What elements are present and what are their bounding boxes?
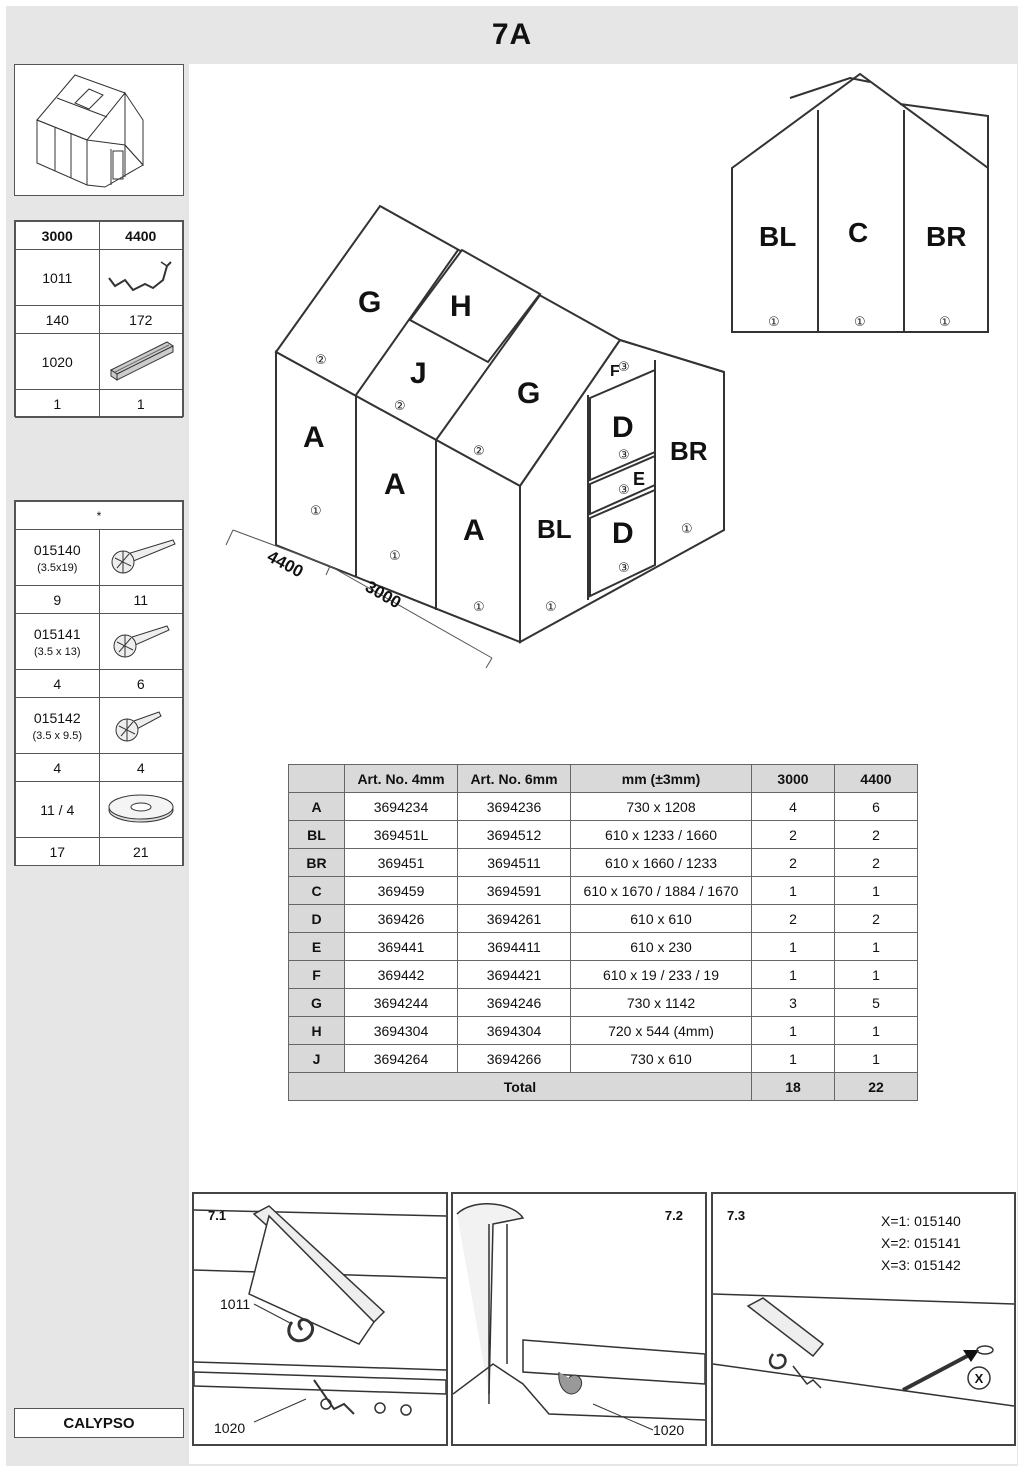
cell-q4400: 1 [835, 877, 918, 905]
product-name: CALYPSO [14, 1408, 184, 1438]
cell-art6: 3694246 [458, 989, 571, 1017]
greenhouse-thumbnail-icon [15, 65, 183, 195]
screw-015140-count-4400: 11 [99, 586, 183, 614]
panel-label-a1: A [303, 421, 325, 454]
cell-art6: 3694266 [458, 1045, 571, 1073]
washer-icon [99, 782, 183, 838]
cell-q3000: 1 [752, 1017, 835, 1045]
panel-label-d2: D [612, 517, 634, 550]
cell-q4400: 1 [835, 1045, 918, 1073]
detail-7-2-illustration [453, 1194, 705, 1444]
row-label: E [289, 933, 345, 961]
screws-table [14, 500, 184, 866]
detail-7-1-title: 7.1 [208, 1208, 227, 1223]
legend-line-3: X=3: 015142 [881, 1257, 961, 1273]
circle-marker: ③ [618, 360, 630, 375]
panel-label-h: H [450, 290, 472, 323]
profiles-table [14, 220, 184, 417]
circle-marker: ① [545, 600, 557, 615]
cell-art4: 369451 [345, 849, 458, 877]
detail-7-1-label-1011: 1011 [220, 1296, 251, 1312]
cell-q3000: 2 [752, 821, 835, 849]
detail-7-1-illustration [194, 1194, 446, 1444]
table-row [289, 961, 918, 989]
parts-header-3000: 3000 [752, 765, 835, 793]
screw-015141-code: 015141 [33, 625, 81, 642]
dimension-4400: 4400 [264, 546, 307, 582]
parts-header-art6: Art. No. 6mm [458, 765, 571, 793]
rail-count-3000: 1 [16, 390, 100, 418]
rail-1020-icon [99, 334, 183, 390]
screw-015141-size: (3.5 x 13) [34, 645, 81, 658]
panel-label-g2: G [517, 377, 541, 410]
total-q3000: 18 [752, 1073, 835, 1101]
panel-label-f: F [610, 363, 620, 380]
cell-art6: 3694421 [458, 961, 571, 989]
row-label: A [289, 793, 345, 821]
screw-015140-code: 015140 [33, 541, 81, 558]
cell-art6: 3694591 [458, 877, 571, 905]
cell-q3000: 1 [752, 933, 835, 961]
screw-015140-count-3000: 9 [16, 586, 100, 614]
clip-count-4400: 172 [99, 306, 183, 334]
total-row [289, 1073, 918, 1101]
screw-015141-count-3000: 4 [16, 670, 100, 698]
rail-count-4400: 1 [99, 390, 183, 418]
panel-label-d1: D [612, 411, 634, 444]
cell-mm: 610 x 230 [571, 933, 752, 961]
gable-label-bl: BL [759, 221, 797, 252]
table-row [289, 1045, 918, 1073]
parts-header-4400: 4400 [835, 765, 918, 793]
cell-q3000: 4 [752, 793, 835, 821]
circle-marker: ① [854, 315, 866, 330]
cell-q3000: 1 [752, 961, 835, 989]
greenhouse-thumbnail [14, 64, 184, 196]
clip-1011-label: 1011 [16, 250, 100, 306]
legend-line-2: X=2: 015141 [881, 1235, 961, 1251]
screw-015140-label [16, 530, 100, 586]
screw-015142-code: 015142 [33, 709, 81, 726]
panel-label-br: BR [670, 436, 708, 466]
page-title: 7A [491, 18, 533, 51]
screw-015140-size: (3.5x19) [37, 561, 78, 574]
panel-label-g1: G [358, 286, 382, 319]
row-label: G [289, 989, 345, 1017]
rail-1020-label: 1020 [16, 334, 100, 390]
screw-long-icon [99, 530, 183, 586]
cell-mm: 610 x 610 [571, 905, 752, 933]
cell-art4: 369451L [345, 821, 458, 849]
screw-medium-icon [99, 614, 183, 670]
detail-7-1 [192, 1192, 448, 1446]
parts-table [288, 764, 918, 1101]
cell-art4: 369442 [345, 961, 458, 989]
cell-mm: 610 x 1233 / 1660 [571, 821, 752, 849]
detail-7-3 [711, 1192, 1016, 1446]
table-row [289, 849, 918, 877]
circle-marker: ① [473, 600, 485, 615]
col-header-3000: 3000 [16, 222, 100, 250]
screw-short-icon [99, 698, 183, 754]
table-row [289, 989, 918, 1017]
detail-7-2-label-1020: 1020 [653, 1422, 685, 1438]
cell-mm: 720 x 544 (4mm) [571, 1017, 752, 1045]
cell-art6: 3694236 [458, 793, 571, 821]
cell-q4400: 2 [835, 849, 918, 877]
panel-label-j: J [410, 357, 427, 390]
table-row [289, 821, 918, 849]
cell-mm: 730 x 610 [571, 1045, 752, 1073]
row-label: D [289, 905, 345, 933]
circle-marker: ③ [618, 483, 630, 498]
circle-marker: ① [310, 504, 322, 519]
detail-7-3-illustration [713, 1194, 1014, 1444]
table-row [289, 905, 918, 933]
row-label: BL [289, 821, 345, 849]
cell-mm: 610 x 1670 / 1884 / 1670 [571, 877, 752, 905]
parts-header-blank [289, 765, 345, 793]
circle-marker: ② [473, 444, 485, 459]
cell-q4400: 1 [835, 1017, 918, 1045]
cell-art6: 3694304 [458, 1017, 571, 1045]
cell-art4: 3694304 [345, 1017, 458, 1045]
cell-art6: 3694511 [458, 849, 571, 877]
cell-q4400: 1 [835, 933, 918, 961]
greenhouse-iso-drawing [220, 190, 740, 690]
row-label: C [289, 877, 345, 905]
circle-marker: ② [315, 353, 327, 368]
dimension-3000: 3000 [362, 577, 405, 613]
detail-7-1-label-1020: 1020 [214, 1420, 246, 1436]
cell-mm: 610 x 19 / 233 / 19 [571, 961, 752, 989]
circle-marker: ③ [618, 448, 630, 463]
cell-mm: 730 x 1142 [571, 989, 752, 1017]
row-label: H [289, 1017, 345, 1045]
washer-count-4400: 21 [99, 838, 183, 866]
cell-art4: 3694244 [345, 989, 458, 1017]
circle-marker: ③ [618, 561, 630, 576]
circle-marker: ① [681, 522, 693, 537]
panel-label-bl: BL [537, 514, 572, 544]
total-q4400: 22 [835, 1073, 918, 1101]
cell-q3000: 1 [752, 1045, 835, 1073]
cell-mm: 610 x 1660 / 1233 [571, 849, 752, 877]
screw-015141-count-4400: 6 [99, 670, 183, 698]
col-header-4400: 4400 [99, 222, 183, 250]
table-row [289, 1017, 918, 1045]
gable-end-drawing [728, 70, 994, 336]
cell-art6: 3694411 [458, 933, 571, 961]
cell-art4: 3694264 [345, 1045, 458, 1073]
screws-asterisk: * [16, 502, 183, 530]
detail-7-3-title: 7.3 [727, 1208, 746, 1223]
cell-q3000: 3 [752, 989, 835, 1017]
cell-art4: 369441 [345, 933, 458, 961]
detail-7-3-x-mark: X [974, 1371, 984, 1386]
cell-art6: 3694261 [458, 905, 571, 933]
screw-015142-count-4400: 4 [99, 754, 183, 782]
panel-label-a2: A [384, 468, 406, 501]
cell-mm: 730 x 1208 [571, 793, 752, 821]
cell-q3000: 2 [752, 849, 835, 877]
circle-marker: ① [389, 549, 401, 564]
table-row [289, 933, 918, 961]
clip-count-3000: 140 [16, 306, 100, 334]
cell-q4400: 2 [835, 821, 918, 849]
row-label: J [289, 1045, 345, 1073]
row-label: F [289, 961, 345, 989]
cell-art4: 369426 [345, 905, 458, 933]
total-label: Total [289, 1073, 752, 1101]
detail-7-2 [451, 1192, 707, 1446]
panel-label-e: E [633, 469, 646, 489]
clip-1011-icon [99, 250, 183, 306]
legend-line-1: X=1: 015140 [881, 1213, 961, 1229]
circle-marker: ① [768, 315, 780, 330]
parts-header-art4: Art. No. 4mm [345, 765, 458, 793]
parts-header-mm: mm (±3mm) [571, 765, 752, 793]
gable-label-br: BR [926, 221, 967, 252]
cell-q4400: 6 [835, 793, 918, 821]
screw-015142-count-3000: 4 [16, 754, 100, 782]
circle-marker: ① [939, 315, 951, 330]
washer-label: 11 / 4 [16, 782, 100, 838]
cell-q3000: 2 [752, 905, 835, 933]
table-row [289, 877, 918, 905]
screw-015142-size: (3.5 x 9.5) [32, 729, 83, 742]
cell-art4: 369459 [345, 877, 458, 905]
table-row [289, 793, 918, 821]
row-label: BR [289, 849, 345, 877]
cell-q4400: 1 [835, 961, 918, 989]
circle-marker: ② [394, 399, 406, 414]
detail-7-2-title: 7.2 [664, 1208, 683, 1223]
panel-label-a3: A [463, 514, 485, 547]
cell-q3000: 1 [752, 877, 835, 905]
gable-label-c: C [848, 217, 869, 248]
cell-q4400: 5 [835, 989, 918, 1017]
screw-015142-label [16, 698, 100, 754]
cell-q4400: 2 [835, 905, 918, 933]
cell-art6: 3694512 [458, 821, 571, 849]
washer-count-3000: 17 [16, 838, 100, 866]
cell-art4: 3694234 [345, 793, 458, 821]
screw-015141-label [16, 614, 100, 670]
